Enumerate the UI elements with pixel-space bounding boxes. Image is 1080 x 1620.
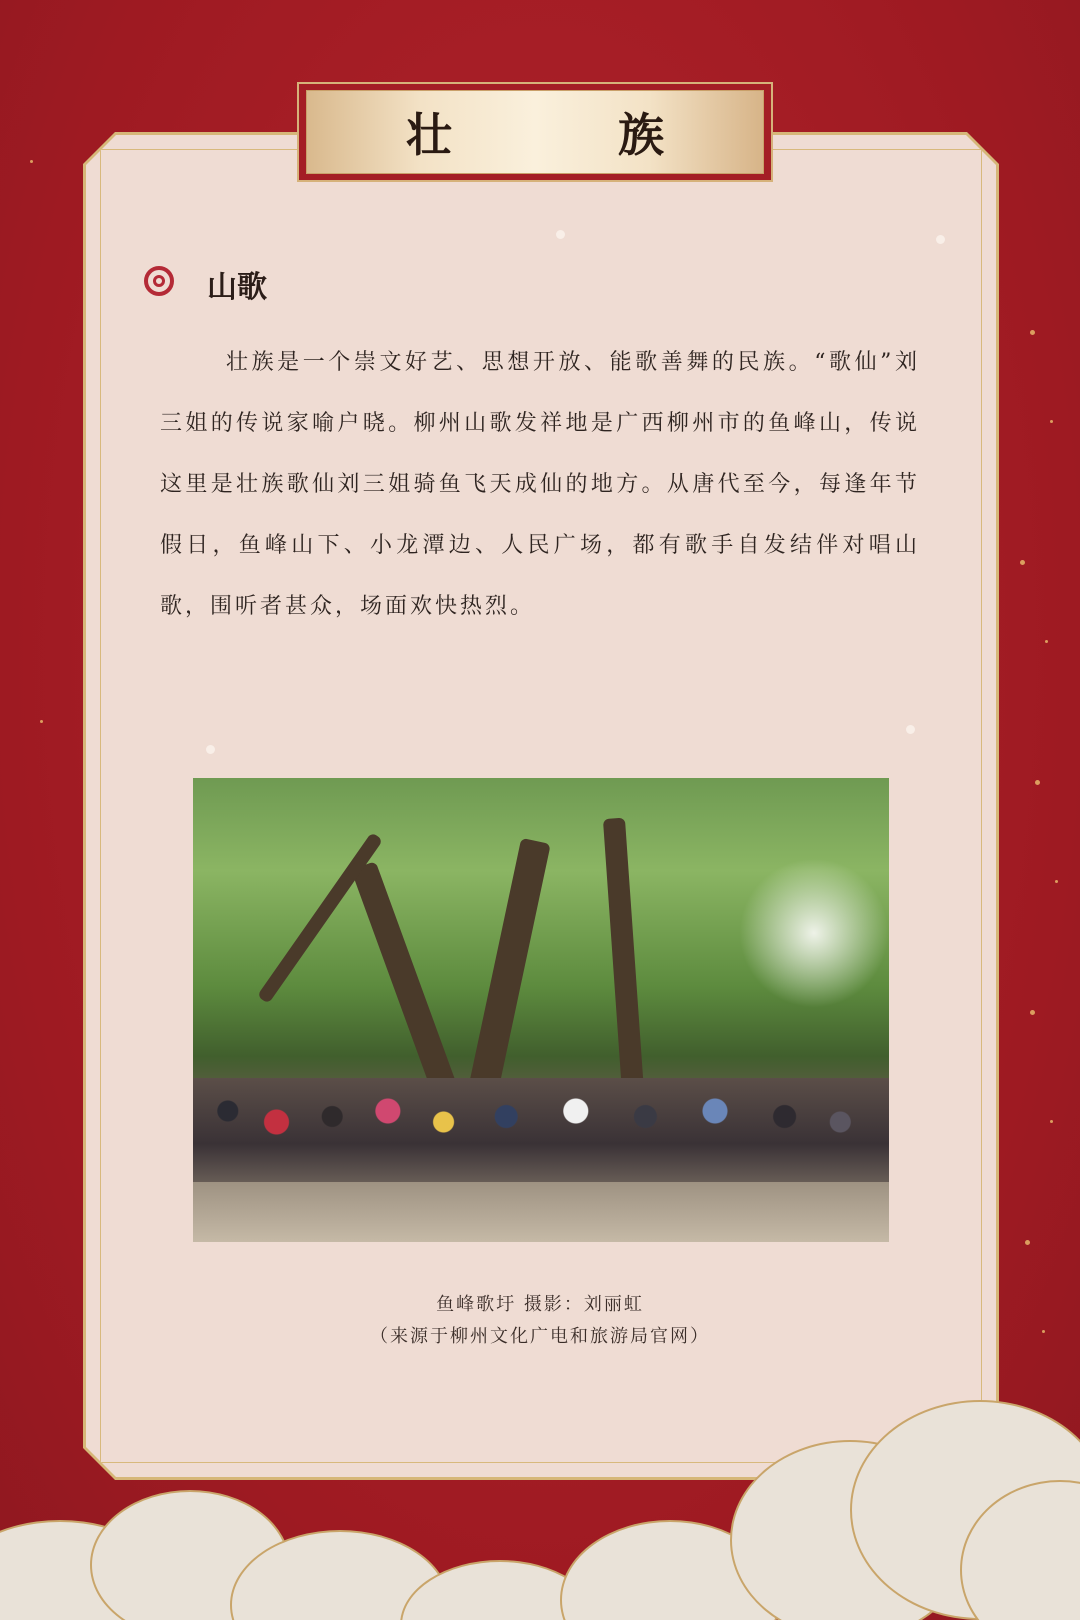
tree-trunk <box>465 838 550 1108</box>
tree-trunk <box>351 861 461 1105</box>
tree-trunk <box>257 832 383 1004</box>
double-ring-icon <box>144 266 174 296</box>
photo-singing-fair <box>193 778 889 1242</box>
gold-sparkle <box>1055 880 1058 883</box>
gold-sparkle <box>1050 1120 1053 1123</box>
photo-crowd <box>193 1078 889 1188</box>
decorative-speck <box>206 745 215 754</box>
photo-caption: 鱼峰歌圩 摄影：刘丽虹 <box>436 1294 644 1315</box>
photo-sky <box>739 858 889 1008</box>
decorative-speck <box>556 230 565 239</box>
gold-sparkle <box>1045 640 1048 643</box>
gold-sparkle <box>1042 1330 1045 1333</box>
gold-sparkle <box>1020 560 1025 565</box>
photo-ground <box>193 1182 889 1242</box>
decorative-speck <box>936 235 945 244</box>
gold-sparkle <box>1030 330 1035 335</box>
gold-sparkle <box>1030 1010 1035 1015</box>
decorative-speck <box>906 725 915 734</box>
body-paragraph: 壮族是一个崇文好艺、思想开放、能歌善舞的民族。“歌仙”刘三姐的传说家喻户晓。柳州山歌发祥地是广西柳州市的鱼峰山，传说这里是壮族歌仙刘三姐骑鱼飞天成仙的地方。从唐代至今，每逢年节假日，鱼峰山下、小龙潭边、人民广场，都有歌手自发结伴对唱山歌，围听者甚众，场面欢快热烈。 <box>160 350 920 619</box>
gold-sparkle <box>1035 780 1040 785</box>
section-title: 山歌 <box>207 270 267 305</box>
gold-sparkle <box>1025 1240 1030 1245</box>
gold-sparkle <box>40 720 43 723</box>
gold-sparkle <box>30 160 33 163</box>
gold-sparkle <box>1050 420 1053 423</box>
photo-source: （来源于柳州文化广电和旅游局官网） <box>370 1326 710 1347</box>
title-plaque <box>306 90 764 174</box>
page-title: 壮 族 <box>406 108 724 162</box>
tree-trunk <box>603 818 645 1109</box>
